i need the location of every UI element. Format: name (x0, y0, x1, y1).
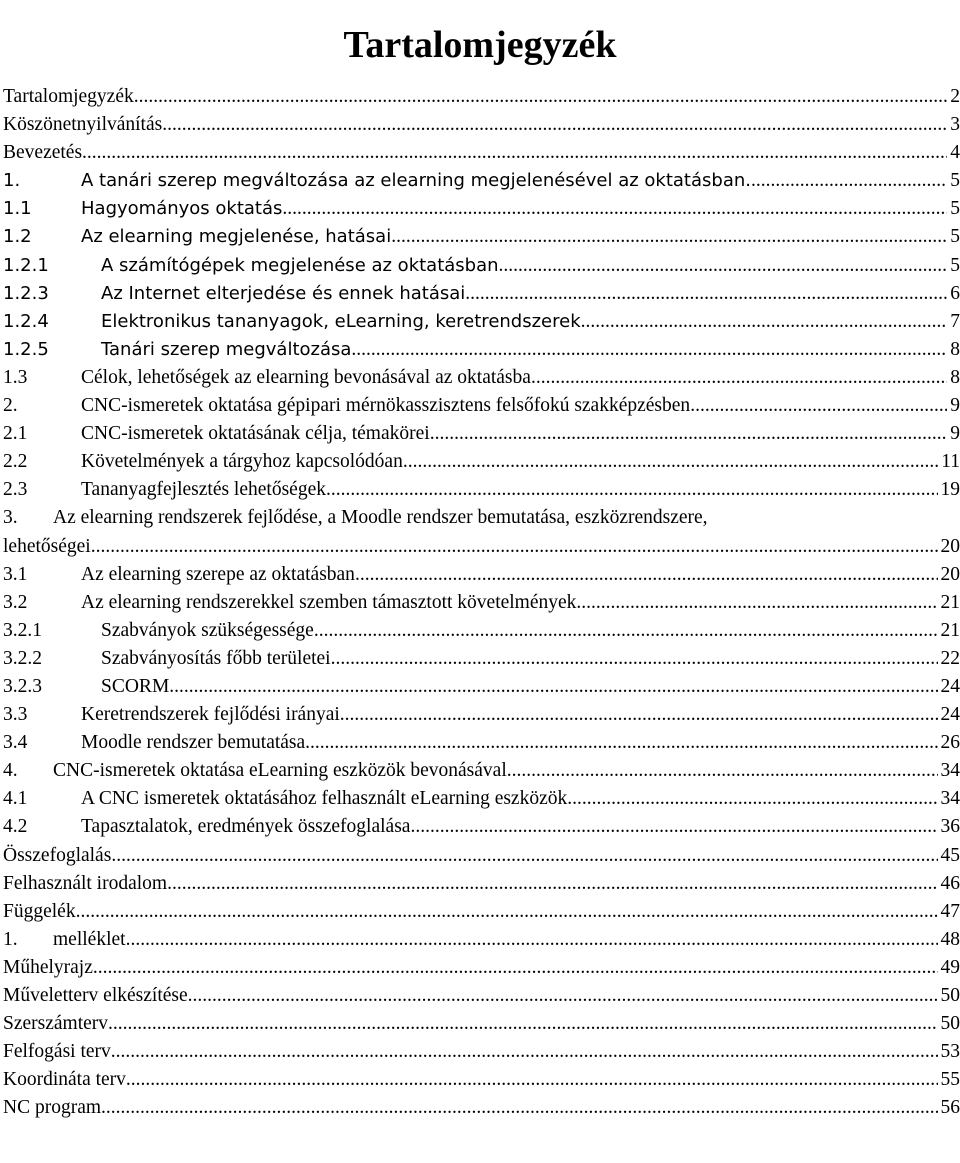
toc-leader-dots (430, 420, 948, 448)
toc-leader-dots (690, 392, 947, 420)
toc-leader-dots (126, 1066, 938, 1094)
toc-entry-title: Az elearning szerepe az oktatásban (81, 563, 355, 585)
toc-entry-title: NC program (3, 1097, 102, 1119)
toc-entry[interactable] (3, 392, 960, 420)
toc-leader-dots (111, 1038, 938, 1066)
toc-leader-dots (282, 195, 947, 223)
toc-entry-number: 3.1 (3, 563, 28, 585)
toc-entry-title: Köszönetnyilvánítás (3, 114, 163, 136)
toc-entry-number: 2. (3, 395, 18, 417)
toc-page-number: 5 (950, 170, 960, 192)
toc-entry-title: Összefoglalás (3, 844, 112, 866)
toc-leader-dots (531, 364, 947, 392)
toc-entry-title: Célok, lehetőségek az elearning bevonásával az oktatásba (81, 366, 531, 388)
toc-entry[interactable] (3, 926, 960, 954)
toc-entry-title: A CNC ismeretek oktatásához felhasznált eLearning eszközök (81, 788, 568, 810)
toc-leader-dots (355, 561, 938, 589)
toc-entry-title: Felfogási terv (3, 1041, 111, 1063)
toc-page-number: 7 (950, 310, 960, 332)
toc-entry-number: 1.2.1 (3, 254, 49, 276)
toc-page-number: 21 (940, 619, 960, 641)
toc-leader-dots (465, 280, 947, 308)
toc-page-number: 34 (940, 788, 960, 810)
toc-entry[interactable] (3, 617, 960, 645)
toc-leader-dots (403, 448, 938, 476)
toc-entry[interactable] (3, 701, 960, 729)
toc-page-number: 50 (940, 1013, 960, 1035)
toc-page-number: 5 (950, 254, 960, 276)
toc-entry-title: Hagyományos oktatás (81, 198, 283, 220)
toc-entry-title: Tapasztalatok, eredmények összefoglalása (81, 816, 411, 838)
toc-entry[interactable] (3, 842, 960, 870)
toc-leader-dots (111, 842, 937, 870)
toc-page-number: 47 (940, 900, 960, 922)
toc-leader-dots (751, 167, 947, 195)
toc-page-number: 34 (940, 760, 960, 782)
toc-page-number: 11 (941, 451, 960, 473)
toc-leader-dots (581, 308, 948, 336)
toc-leader-dots (351, 336, 947, 364)
toc-entry[interactable] (3, 589, 960, 617)
toc-entry-title: lehetőségei (3, 535, 91, 557)
toc-entry[interactable] (3, 533, 960, 561)
toc-entry-title: Az elearning rendszerekkel szemben támasztott követelmények (81, 591, 577, 613)
toc-leader-dots (91, 533, 938, 561)
toc-entry-title: Szabványok szükségessége (101, 619, 314, 641)
toc-entry-title: Moodle rendszer bemutatása (81, 732, 306, 754)
toc-page-number: 8 (950, 366, 960, 388)
toc-leader-dots (340, 701, 938, 729)
toc-page-number: 9 (950, 423, 960, 445)
toc-leader-dots (162, 111, 947, 139)
toc-entry-number: 1.3 (3, 366, 28, 388)
toc-leader-dots (82, 139, 947, 167)
toc-entry[interactable] (3, 561, 960, 589)
toc-page-number: 36 (940, 816, 960, 838)
toc-entry[interactable] (3, 336, 960, 364)
toc-entry-number: 3.2.3 (3, 675, 42, 697)
toc-leader-dots (326, 476, 938, 504)
toc-leader-dots (93, 954, 938, 982)
toc-page-number: 4 (950, 142, 960, 164)
toc-page-number: 5 (950, 198, 960, 220)
toc-page-number: 45 (940, 844, 960, 866)
toc-entry[interactable] (3, 223, 960, 251)
toc-entry-title: Felhasznált irodalom (3, 872, 168, 894)
toc-page-number: 56 (940, 1097, 960, 1119)
toc-leader-dots (331, 645, 938, 673)
toc-entry-title: Tananyagfejlesztés lehetőségek (81, 479, 326, 501)
toc-entry-number: 3.4 (3, 732, 28, 754)
toc-entry[interactable] (3, 1094, 960, 1122)
toc-entry[interactable] (3, 252, 960, 280)
toc-entry-number: 2.2 (3, 451, 28, 473)
toc-entry[interactable] (3, 982, 960, 1010)
toc-entry-title: Tartalomjegyzék (3, 86, 134, 107)
toc-entry-title: Az Internet elterjedése és ennek hatásai (101, 282, 466, 304)
toc-entry[interactable] (3, 195, 960, 223)
toc-page-number: 8 (950, 338, 960, 360)
toc-entry-number: 3.2.2 (3, 647, 42, 669)
toc-leader-dots (499, 252, 948, 280)
toc-leader-dots (305, 729, 937, 757)
toc-entry[interactable] (3, 673, 960, 701)
toc-entry[interactable] (3, 1038, 960, 1066)
toc-page-number: 3 (950, 114, 960, 136)
toc-leader-dots (391, 223, 947, 251)
toc-leader-dots (126, 926, 938, 954)
toc-entry[interactable] (3, 504, 960, 532)
toc-entry[interactable] (3, 645, 960, 673)
toc-entry-title: CNC-ismeretek oktatása eLearning eszközök bevonásával. (53, 760, 512, 782)
toc-page-number: 2 (950, 86, 960, 107)
toc-page-number: 49 (940, 956, 960, 978)
toc-entry-title: Bevezetés (3, 142, 83, 164)
toc-entry-title: Az elearning rendszerek fejlődése, a Moodle rendszer bemutatása, eszközrendszere, (53, 507, 708, 529)
toc-entry[interactable] (3, 757, 960, 785)
toc-entry[interactable] (3, 364, 960, 392)
toc-entry-title: melléklet (53, 928, 126, 950)
toc-entry-title: Műhelyrajz (3, 956, 93, 978)
toc-page-number: 50 (940, 985, 960, 1006)
toc-leader-dots (576, 589, 937, 617)
toc-page-number: 24 (940, 704, 960, 726)
toc-entry[interactable] (3, 954, 960, 982)
toc-entry-title: Függelék (3, 900, 76, 922)
toc-entry[interactable] (3, 308, 960, 336)
toc-page-number: 26 (940, 732, 960, 754)
toc-entry[interactable] (3, 1010, 960, 1038)
toc-entry-number: 3.3 (3, 704, 28, 726)
toc-page-number: 24 (940, 675, 960, 697)
toc-entry[interactable] (3, 785, 960, 813)
toc-leader-dots (167, 870, 937, 898)
toc-entry[interactable] (3, 729, 960, 757)
toc-entry-number: 3.2 (3, 591, 28, 613)
toc-page-number: 19 (940, 479, 960, 501)
table-of-contents (3, 83, 960, 1122)
toc-leader-dots (108, 1010, 937, 1038)
toc-entry-number: 2.1 (3, 423, 28, 445)
toc-leader-dots (314, 617, 938, 645)
toc-leader-dots (134, 83, 948, 111)
toc-leader-dots (512, 757, 938, 785)
toc-entry[interactable] (3, 111, 960, 139)
toc-entry-title: Szerszámterv (3, 1013, 109, 1035)
toc-leader-dots (101, 1094, 937, 1122)
toc-page-number: 21 (940, 591, 960, 613)
toc-page-number: 22 (940, 647, 960, 669)
toc-entry-number: 1. (3, 170, 21, 192)
toc-page-number: 53 (940, 1041, 960, 1063)
toc-entry[interactable] (3, 167, 960, 195)
toc-page-number: 46 (940, 872, 960, 894)
toc-page-number: 20 (940, 535, 960, 557)
toc-entry[interactable] (3, 420, 960, 448)
toc-entry[interactable] (3, 870, 960, 898)
toc-entry[interactable] (3, 83, 960, 111)
toc-entry[interactable] (3, 1066, 960, 1094)
toc-entry-title: Elektronikus tananyagok, eLearning, keretrendszerek (101, 310, 581, 332)
toc-leader-dots (188, 982, 938, 1010)
toc-entry-title: Műveletterv elkészítése (3, 985, 188, 1006)
toc-entry-number: 1.2.3 (3, 282, 49, 304)
toc-entry-title: Követelmények a tárgyhoz kapcsolódóan (81, 451, 403, 473)
page-title: Tartalomjegyzék (343, 24, 617, 67)
toc-entry-title: Szabványosítás főbb területei (101, 647, 331, 669)
toc-entry-number: 4. (3, 760, 18, 782)
toc-page-number: 9 (950, 395, 960, 417)
toc-entry-number: 1.2 (3, 226, 32, 248)
toc-entry-title: CNC-ismeretek oktatásának célja, témakörei (81, 423, 430, 445)
toc-page-number: 55 (940, 1069, 960, 1091)
toc-entry[interactable] (3, 898, 960, 926)
toc-leader-dots (169, 673, 937, 701)
toc-entry-number: 3. (3, 507, 18, 529)
toc-leader-dots (410, 813, 937, 841)
toc-leader-dots (76, 898, 938, 926)
toc-page-number: 48 (940, 928, 960, 950)
toc-entry[interactable] (3, 476, 960, 504)
toc-entry[interactable] (3, 139, 960, 167)
toc-entry-title: Keretrendszerek fejlődési irányai (81, 704, 340, 726)
toc-entry-number: 3.2.1 (3, 619, 42, 641)
toc-entry-number: 1. (3, 928, 18, 950)
toc-page-number: 20 (940, 563, 960, 585)
toc-entry-title: SCORM (101, 675, 170, 697)
toc-entry-title: Koordináta terv (3, 1069, 126, 1091)
toc-page-number: 5 (950, 226, 960, 248)
toc-entry-title: A tanári szerep megváltozása az elearning megjelenésével az oktatásban. (81, 170, 751, 192)
toc-entry-number: 4.2 (3, 816, 28, 838)
toc-entry-number: 1.1 (3, 198, 32, 220)
toc-entry-title: CNC-ismeretek oktatása gépipari mérnökasszisztens felsőfokú szakképzésben (81, 395, 691, 417)
toc-entry-title: Az elearning megjelenése, hatásai (81, 226, 392, 248)
toc-page-number: 6 (950, 282, 960, 304)
toc-leader-dots (567, 785, 937, 813)
toc-entry-number: 2.3 (3, 479, 28, 501)
toc-entry[interactable] (3, 448, 960, 476)
toc-entry-number: 1.2.4 (3, 310, 49, 332)
toc-entry-title: Tanári szerep megváltozása (101, 338, 352, 360)
toc-entry[interactable] (3, 280, 960, 308)
toc-entry-title: A számítógépek megjelenése az oktatásban (101, 254, 499, 276)
toc-entry-number: 1.2.5 (3, 338, 49, 360)
toc-entry-number: 4.1 (3, 788, 28, 810)
toc-entry[interactable] (3, 813, 960, 841)
